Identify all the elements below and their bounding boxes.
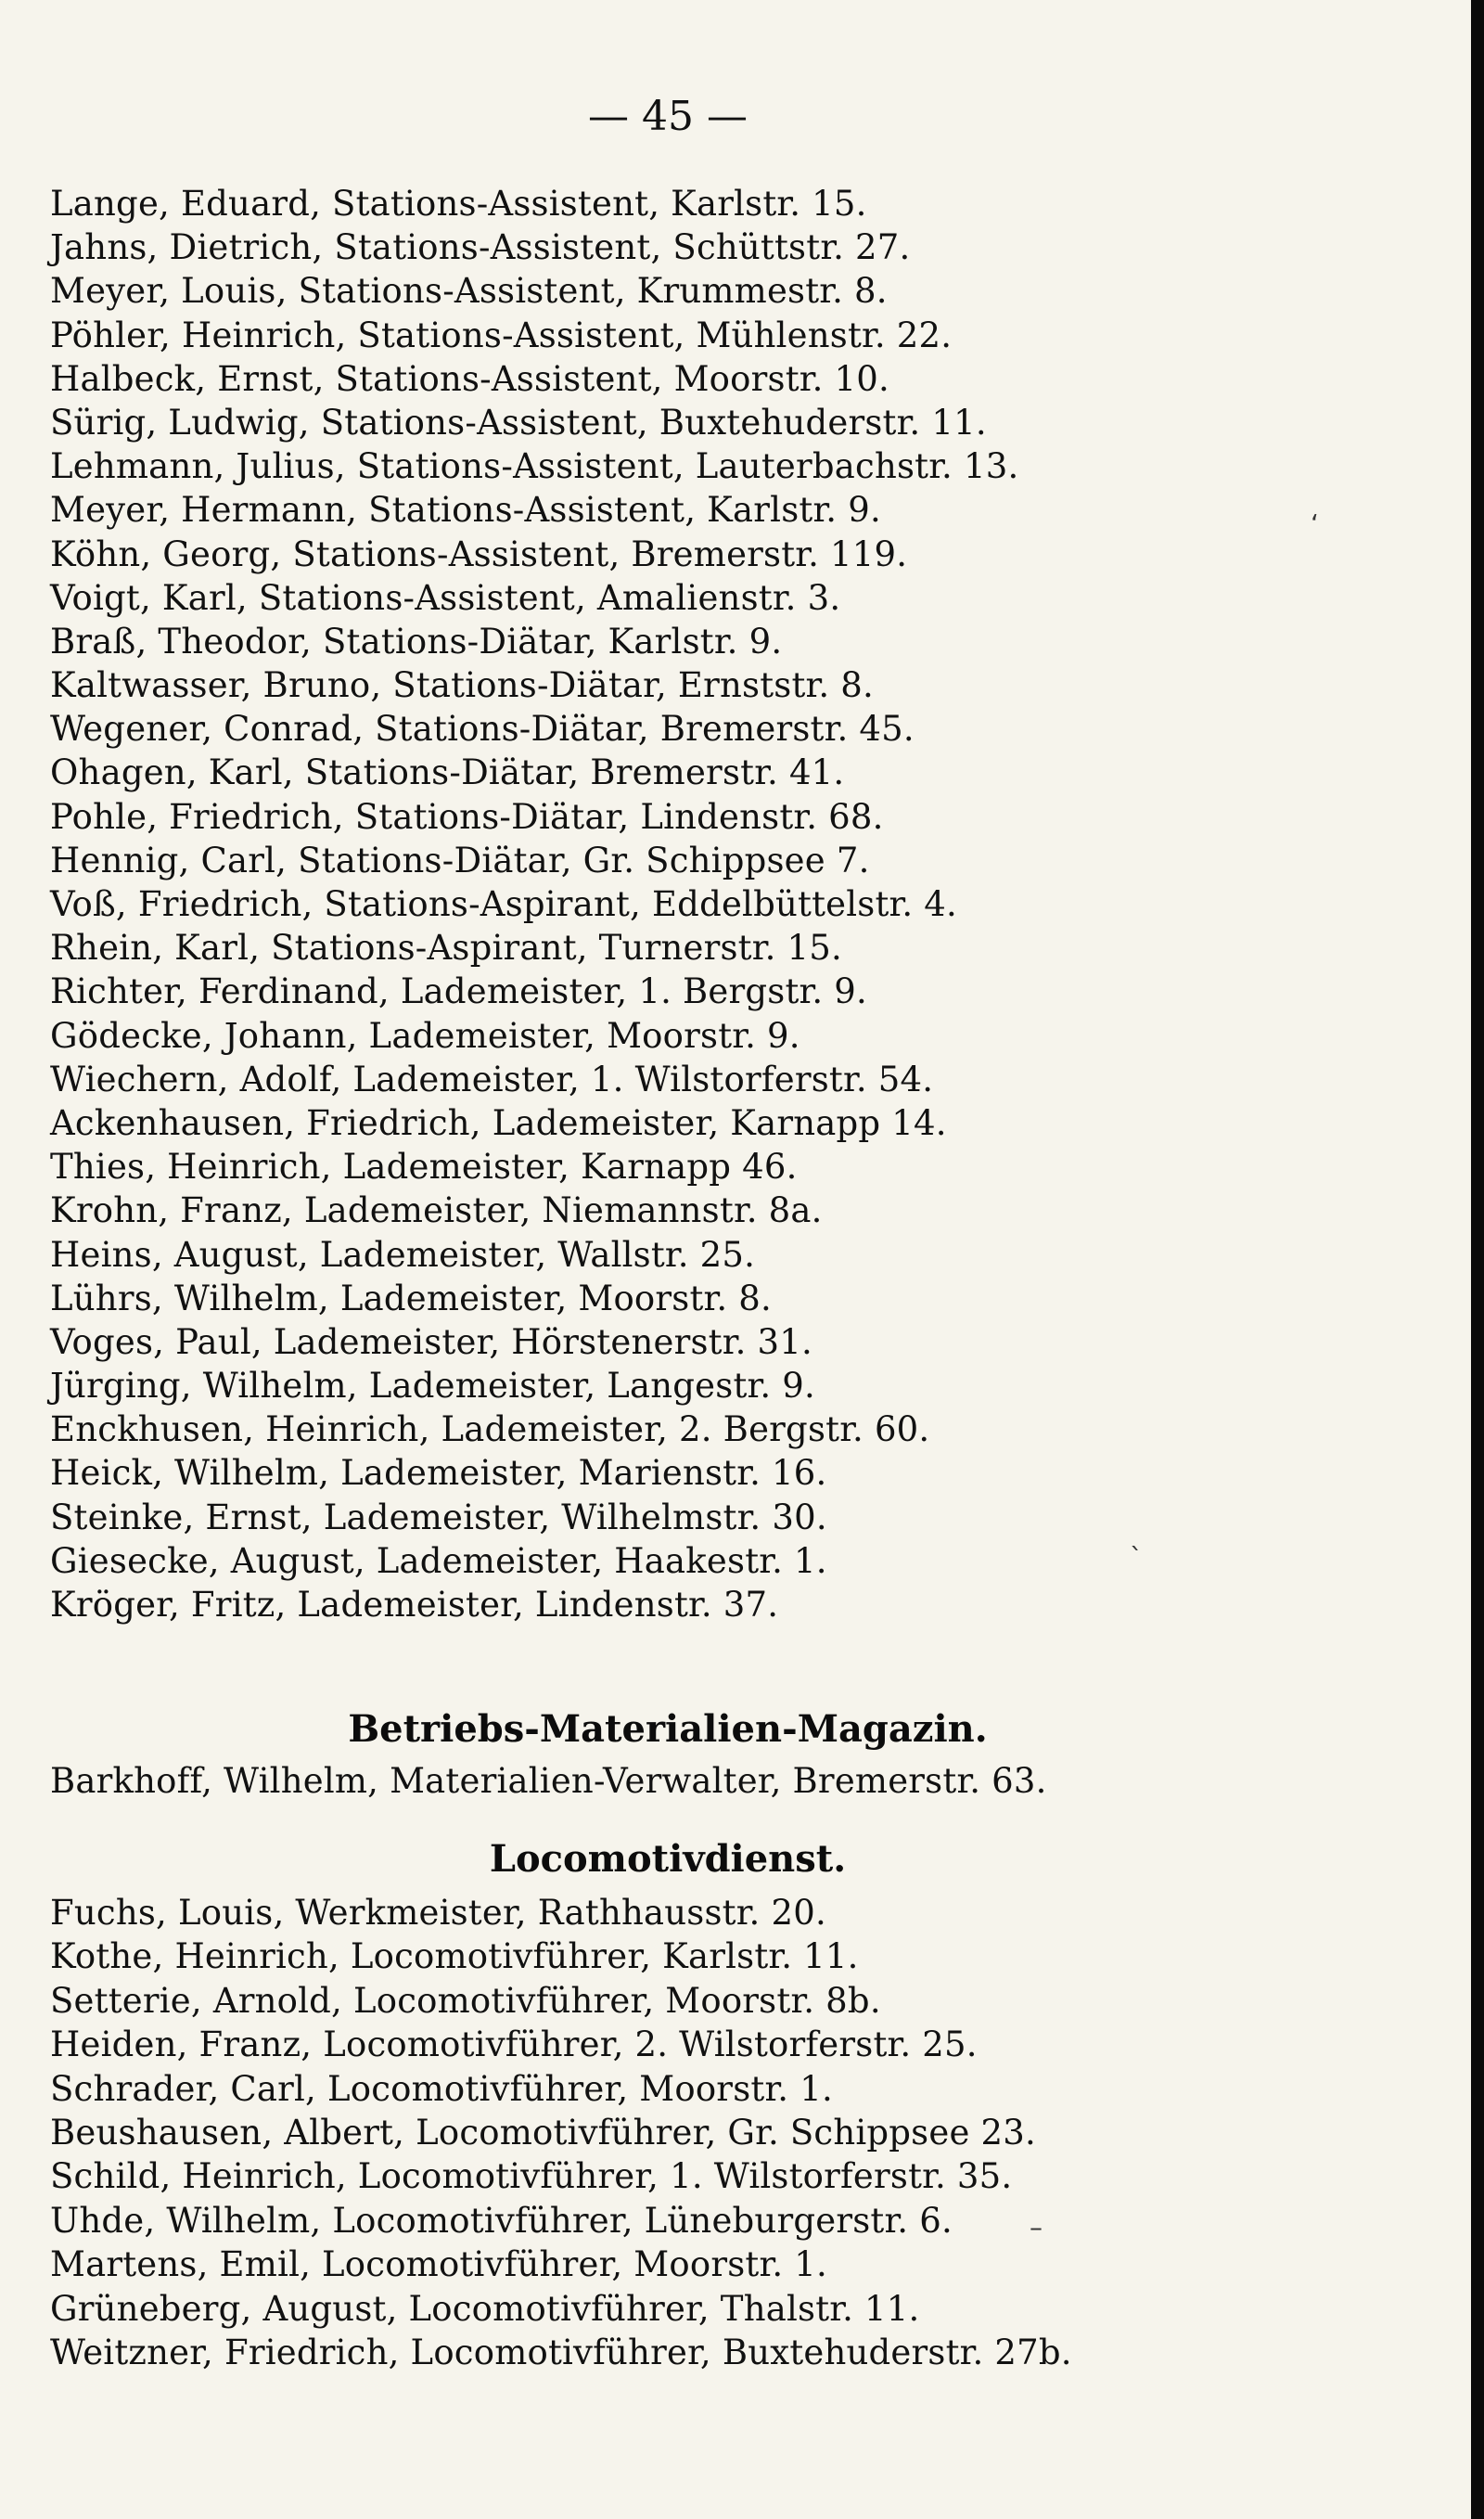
entry-line: Voß, Friedrich, Stations-Aspirant, Eddelbüttelstr. 4. [50,884,957,924]
entry-line: Jürging, Wilhelm, Lademeister, Langestr. 9. [50,1366,815,1407]
entry-line: Pohle, Friedrich, Stations-Diätar, Lindenstr. 68. [50,796,884,837]
stray-mark: ‘ [1311,508,1319,539]
page-number: — 45 — [588,93,748,140]
entry-line: Wiechern, Adolf, Lademeister, 1. Wilstorferstr. 54. [50,1059,934,1099]
entry-line: Meyer, Louis, Stations-Assistent, Krummestr. 8. [50,271,888,312]
entry-line: Heick, Wilhelm, Lademeister, Marienstr. 16. [50,1453,827,1494]
entry-line: Kröger, Fritz, Lademeister, Lindenstr. 37. [50,1585,779,1625]
entry-line: Schrader, Carl, Locomotivführer, Moorstr. 1. [50,2068,833,2109]
entry-line: Schild, Heinrich, Locomotivführer, 1. Wilstorferstr. 35. [50,2156,1013,2197]
entry-line: Heins, August, Lademeister, Wallstr. 25. [50,1234,756,1275]
entry-line: Sürig, Ludwig, Stations-Assistent, Buxtehuderstr. 11. [50,402,987,443]
entry-line: Köhn, Georg, Stations-Assistent, Bremerstr. 119. [50,533,908,574]
entry-line: Setterie, Arnold, Locomotivführer, Moorstr. 8b. [50,1980,881,2021]
entry-line: Weitzner, Friedrich, Locomotivführer, Buxtehuderstr. 27b. [50,2332,1072,2372]
entry-line: Lehmann, Julius, Stations-Assistent, Lauterbachstr. 13. [50,446,1019,487]
entry-line: Ohagen, Karl, Stations-Diätar, Bremerstr. 41. [50,752,845,793]
locomotiv-staff-list [50,1891,1311,2374]
entry-line: Rhein, Karl, Stations-Aspirant, Turnerstr. 15. [50,928,842,969]
entry-line: Giesecke, August, Lademeister, Haakestr. 1. [50,1540,827,1581]
entry-line: Hennig, Carl, Stations-Diätar, Gr. Schippsee 7. [50,840,870,880]
entry-line: Barkhoff, Wilhelm, Materialien-Verwalter, Bremerstr. 63. [50,1761,1047,1801]
heading-betriebs-materialien-magazin: Betriebs-Materialien-Magazin. [348,1707,988,1751]
stray-mark: ` [1130,1542,1143,1573]
entry-line: Voges, Paul, Lademeister, Hörstenerstr. 31. [50,1321,812,1362]
entry-line: Halbeck, Ernst, Stations-Assistent, Moorstr. 10. [50,358,889,399]
entry-line: Kaltwasser, Bruno, Stations-Diätar, Ernststr. 8. [50,665,874,706]
entry-line: Heiden, Franz, Locomotivführer, 2. Wilstorferstr. 25. [50,2024,978,2065]
entry-line: Grüneberg, August, Locomotivführer, Thalstr. 11. [50,2288,920,2329]
entry-line: Ackenhausen, Friedrich, Lademeister, Karnapp 14. [50,1102,947,1143]
entry-line: Richter, Ferdinand, Lademeister, 1. Bergstr. 9. [50,971,867,1012]
entry-line: Kothe, Heinrich, Locomotivführer, Karlstr. 11. [50,1936,859,1977]
station-staff-list [50,182,1311,1626]
entry-line: Martens, Emil, Locomotivführer, Moorstr. 1. [50,2244,827,2285]
entry-line: Jahns, Dietrich, Stations-Assistent, Schüttstr. 27. [50,227,911,268]
stray-mark: – [1030,2212,1043,2243]
magazin-staff-list [50,1759,1311,1803]
entry-line: Braß, Theodor, Stations-Diätar, Karlstr. 9. [50,621,783,662]
entry-line: Fuchs, Louis, Werkmeister, Rathhausstr. 20. [50,1893,826,1933]
entry-line: Lührs, Wilhelm, Lademeister, Moorstr. 8. [50,1278,772,1318]
entry-line: Wegener, Conrad, Stations-Diätar, Bremerstr. 45. [50,709,915,750]
entry-line: Enckhusen, Heinrich, Lademeister, 2. Bergstr. 60. [50,1409,930,1450]
entry-line: Pöhler, Heinrich, Stations-Assistent, Mühlenstr. 22. [50,315,953,355]
entry-line: Gödecke, Johann, Lademeister, Moorstr. 9. [50,1015,800,1056]
page-edge [1471,0,1484,2519]
heading-locomotivdienst: Locomotivdienst. [489,1837,847,1881]
entry-line: Lange, Eduard, Stations-Assistent, Karlstr. 15. [50,184,867,224]
entry-line: Krohn, Franz, Lademeister, Niemannstr. 8a. [50,1190,823,1231]
entry-line: Meyer, Hermann, Stations-Assistent, Karlstr. 9. [50,490,881,531]
entry-line: Voigt, Karl, Stations-Assistent, Amalienstr. 3. [50,577,841,618]
entry-line: Thies, Heinrich, Lademeister, Karnapp 46. [50,1147,798,1188]
entry-line: Uhde, Wilhelm, Locomotivführer, Lüneburgerstr. 6. [50,2200,953,2241]
entry-line: Steinke, Ernst, Lademeister, Wilhelmstr. 30. [50,1497,827,1537]
entry-line: Beushausen, Albert, Locomotivführer, Gr. Schippsee 23. [50,2112,1036,2153]
